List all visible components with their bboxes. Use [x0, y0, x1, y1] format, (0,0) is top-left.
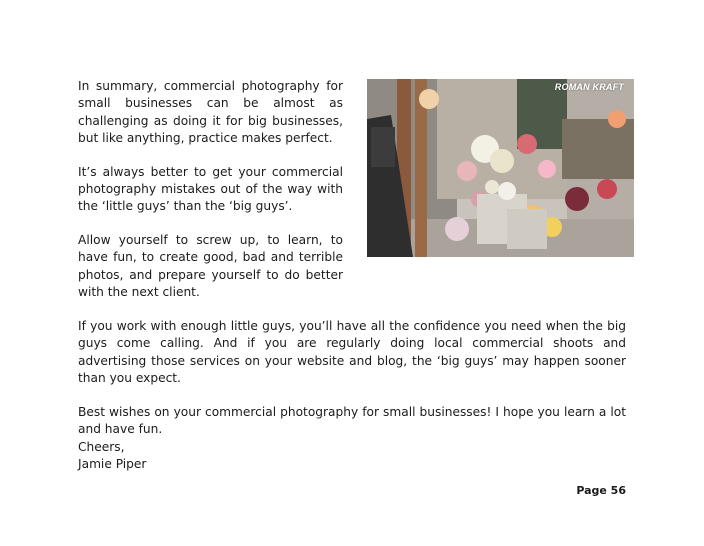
full-width-text [78, 318, 626, 454]
page-number: Page 56 [576, 484, 626, 497]
paragraph: Allow yourself to screw up, to learn, to have fun, to create good, bad and terrible photos, and prepare yourself to do better with the next client. [78, 232, 343, 300]
paragraph: Best wishes on your commercial photography for small businesses! I hope you learn a lot and have fun. [78, 404, 626, 437]
signoff-name: Jamie Piper [78, 457, 147, 472]
flower-shop-photo [367, 79, 634, 257]
photo-credit: ROMAN KRAFT [554, 82, 624, 92]
paragraph: It’s always better to get your commercial photography mistakes out of the way with the ‘little guys’ than the ‘big guys’. [78, 164, 343, 214]
signoff [78, 439, 146, 474]
left-text-column [78, 78, 343, 317]
signoff-closing: Cheers, [78, 440, 125, 454]
paragraph: If you work with enough little guys, you’ll have all the confidence you need when the big guys come calling. And if you are regularly doing local commercial shoots and advertising those services on your website and blog, the ‘big guys’ may happen sooner than you expect. [78, 319, 626, 386]
paragraph: In summary, commercial photography for small businesses can be almost as challenging as doing it for big businesses, but like anything, practice makes perfect. [78, 79, 343, 146]
